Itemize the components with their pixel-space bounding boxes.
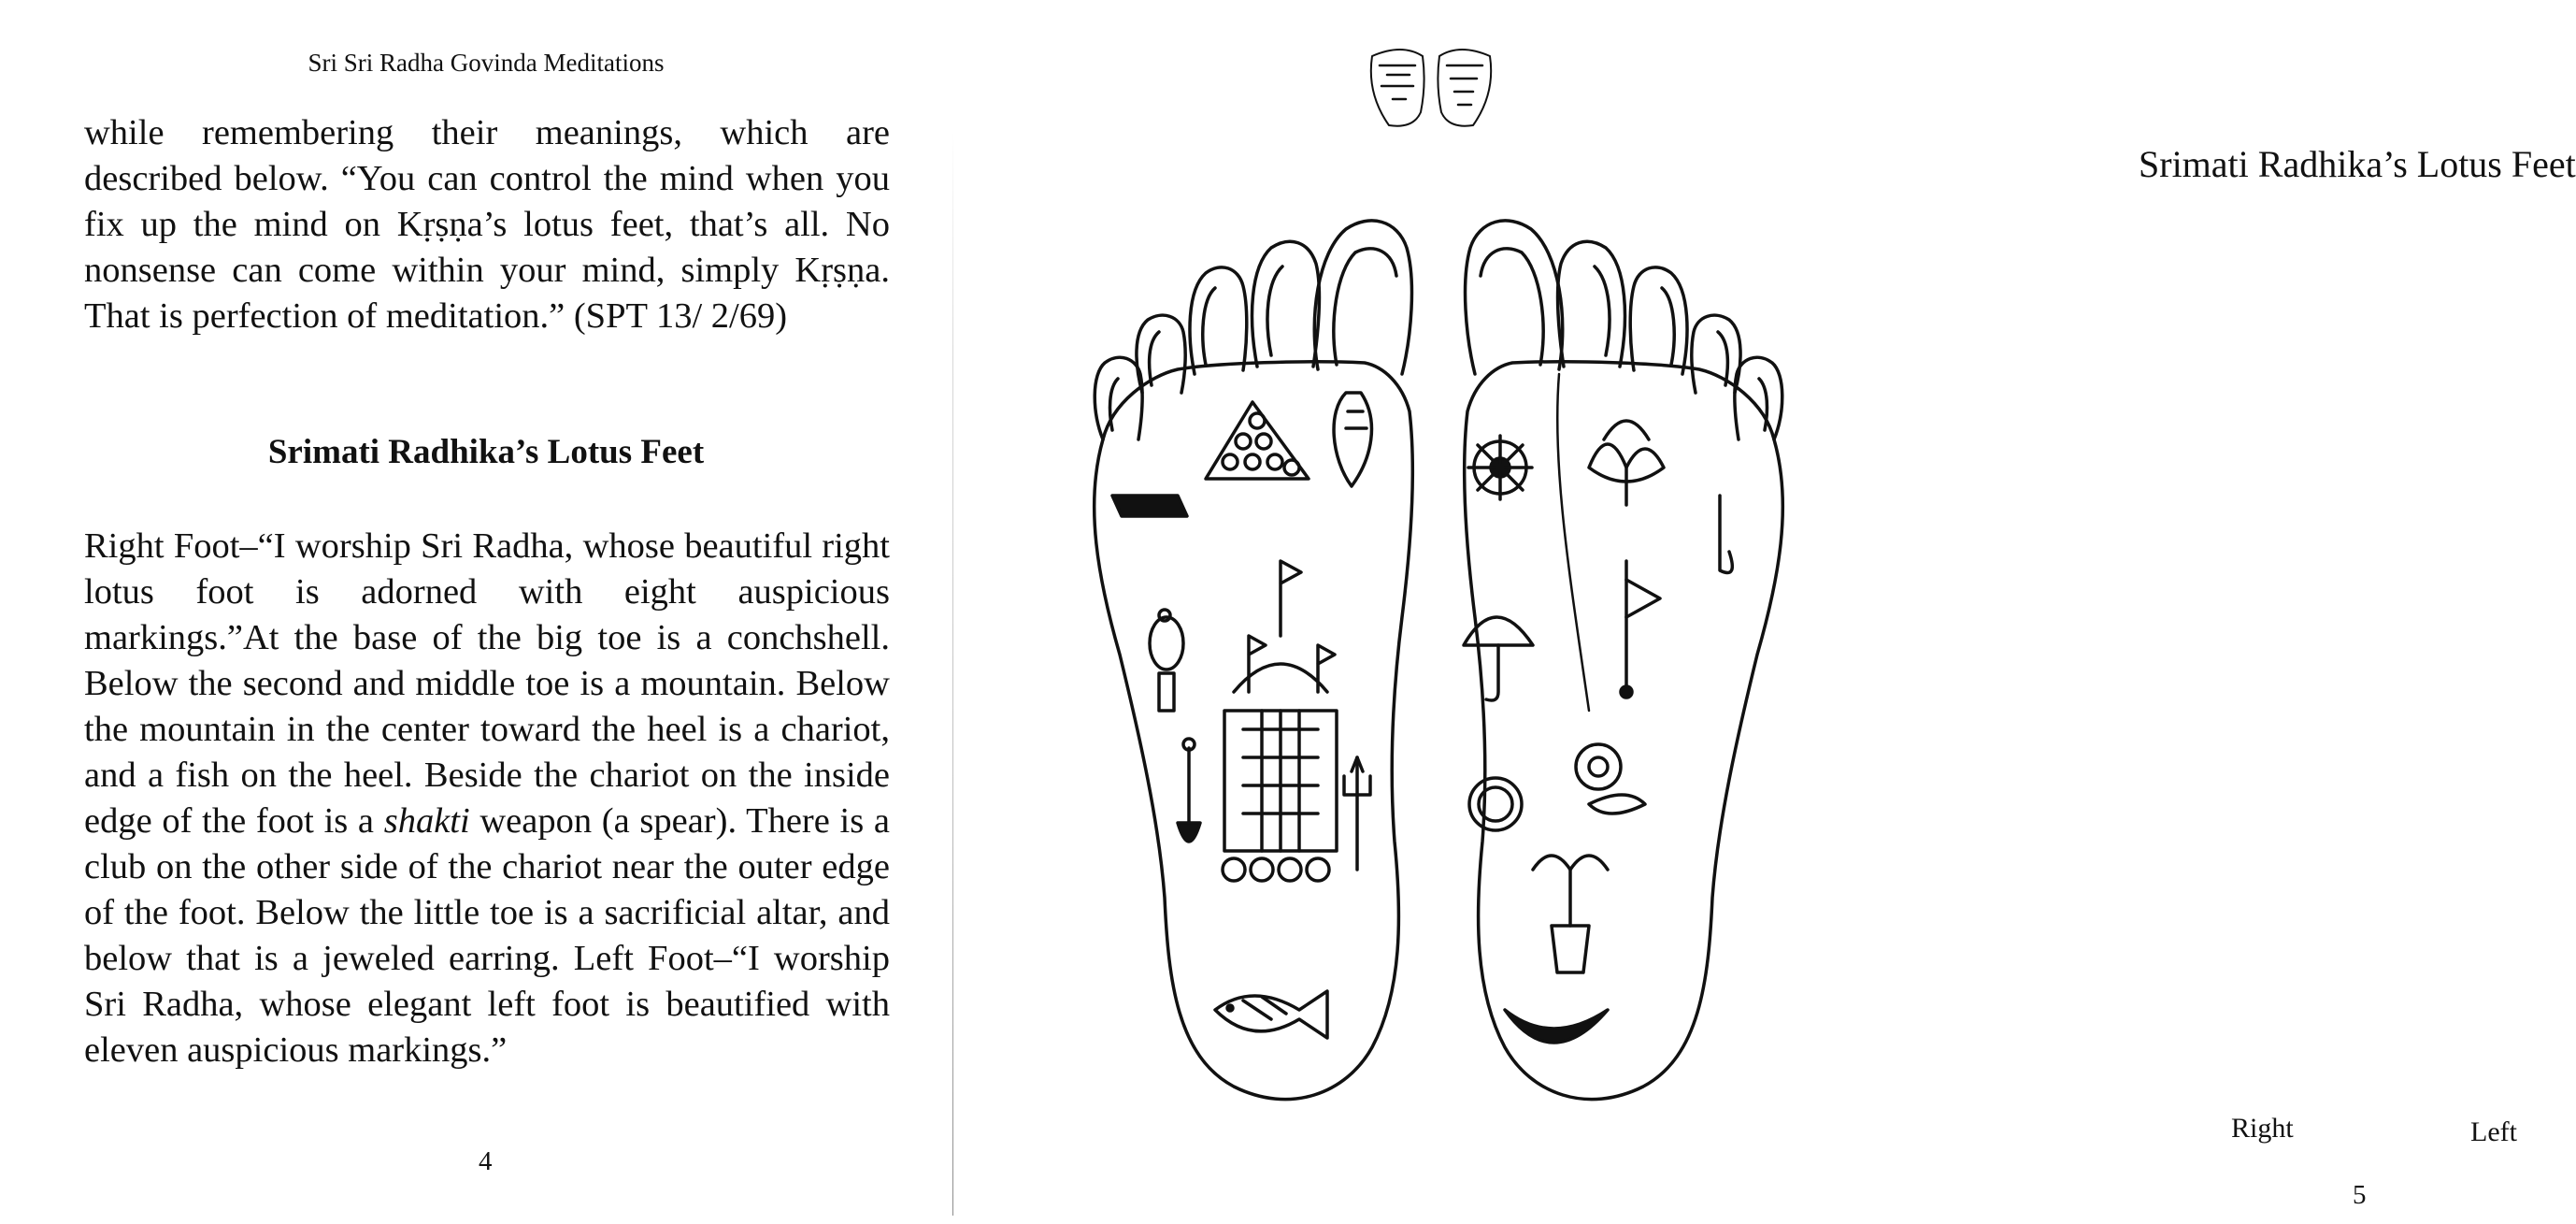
fish-icon xyxy=(1215,991,1327,1038)
club-icon xyxy=(1178,739,1200,842)
section-heading: Srimati Radhika’s Lotus Feet xyxy=(267,433,705,471)
body-paragraph-1: while remembering their meanings, which are described below. “You can control the mind when you fix up the mind on Kṛṣṇa’s lotus feet, that’s all. No nonsense can come within your mind, simply Kṛṣṇa. That is perfection of meditation.” (SPT 13/ 2/69) xyxy=(84,113,890,336)
earring-icon xyxy=(1150,610,1183,711)
chariot-icon xyxy=(1223,561,1337,881)
spear-icon xyxy=(1344,757,1370,870)
mountain-icon xyxy=(1206,402,1309,479)
disc-icon xyxy=(1468,436,1532,499)
paragraph-2-text-a: Right Foot–“I worship Sri Radha, whose beautiful right lotus foot is adorned with eight auspicious markings.”At the base of the big toe is a conchshell. Below the second and middle toe is a mountain. Below the mountain in the center toward the heel is a chariot, and a fish on the heel. Beside the chariot on the inside edge of the foot is a xyxy=(84,526,890,841)
crescent-moon-icon xyxy=(1505,1010,1608,1043)
hook-icon xyxy=(1720,496,1732,573)
umbrella-icon xyxy=(1464,617,1533,700)
left-foot-outline xyxy=(1465,362,1783,1100)
left-foot-label: Left xyxy=(2470,1116,2517,1147)
lotus-flower-icon xyxy=(1589,421,1664,505)
sacrificial-altar-icon xyxy=(1112,496,1187,516)
right-foot-label: Right xyxy=(2231,1113,2294,1144)
flag-icon xyxy=(1621,561,1660,698)
bangle-icon xyxy=(1469,778,1522,830)
conchshell-icon xyxy=(1334,393,1371,486)
figure-title: Srimati Radhika’s Lotus Feet xyxy=(2139,143,2576,185)
lotus-feet-emblem-icon xyxy=(1371,50,1491,126)
tree-in-pot-icon xyxy=(1533,856,1608,972)
paragraph-2-text-b: weapon (a spear). There is a club on the other side of the chariot near the outer edge of the foot. Below the little toe is a sacrificial altar, and below that is a jeweled earring. Left Foot–“I worship Sri Radha, whose elegant left foot is beautified with eleven auspicious markings.” xyxy=(84,801,890,1070)
paragraph-2-italic-term: shakti xyxy=(383,801,470,841)
running-header: Sri Sri Radha Govinda Meditations xyxy=(308,49,665,77)
left-foot-toes xyxy=(1466,221,1782,711)
page-number-left: 4 xyxy=(479,1146,493,1176)
flower-icon xyxy=(1576,744,1645,814)
page-number-right: 5 xyxy=(2353,1180,2367,1210)
right-foot-toes xyxy=(1095,221,1411,439)
